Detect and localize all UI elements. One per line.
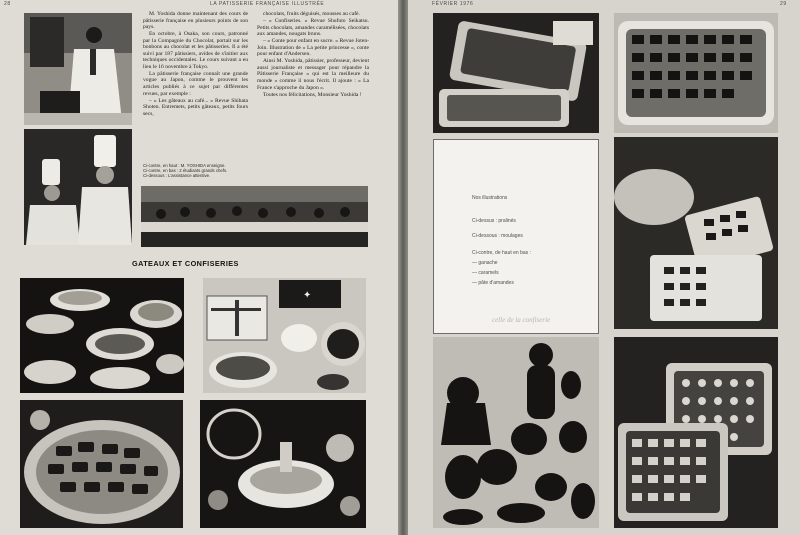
photo-boxed-sweets bbox=[203, 278, 366, 393]
article-paragraph: En octobre, à Osaka, son cours, patronné par la Compagnie du Chocolat, portait sur les bonbons au chocolat et les pâtisseries. Il a été suivi par 187 pâtissiers, avides de s'initier aux techniques occidentales. Le cours suivant a eu lieu le 16 novembre à Tokyo. bbox=[143, 31, 248, 70]
article-paragraph: – « Les gâteaux au café... » Revue Shibata Shoten. Entremets, petits gâteaux, petits fours secs, bbox=[143, 97, 248, 117]
book-gutter bbox=[398, 0, 408, 535]
photo-chocolate-moulds bbox=[433, 337, 599, 528]
section-title: GATEAUX ET CONFISERIES bbox=[132, 259, 239, 268]
article-paragraph: Ainsi M. Yoshida, pâtissier, professeur, devient aussi journaliste et messager pour répandre la Pâtisserie Française « qui est la meilleure du monde » comme il nous l'écrit. Il ajoute : « La France s'approche du Japon ». bbox=[257, 58, 369, 91]
illustrations-card bbox=[433, 139, 599, 334]
right-running-header: FÉVRIER 1976 bbox=[432, 1, 474, 7]
card-list-item: — ganache bbox=[472, 260, 498, 266]
caption-line: Ci-contre, en bas : 2 étudiants grands chefs. bbox=[143, 168, 228, 174]
photo-chocolate-platter bbox=[20, 400, 183, 528]
left-running-header: LA PATISSERIE FRANÇAISE ILLUSTRÉE bbox=[210, 1, 325, 7]
article-column-1 bbox=[143, 11, 248, 118]
left-page-number: 28 bbox=[4, 1, 11, 7]
article-paragraph: M. Yoshida donne maintenant des cours de pâtisserie française en plusieurs points de son pays. bbox=[143, 11, 248, 31]
card-list-item: — caramels bbox=[472, 270, 499, 276]
photo-sugar-centerpiece bbox=[200, 400, 366, 528]
article-paragraph: chocolats, fruits déguisés, mousses au café. bbox=[263, 11, 360, 17]
card-list-item: — pâte d'amandes bbox=[472, 280, 514, 286]
card-line: Ci-dessous : moulages bbox=[472, 233, 523, 239]
photo-bonbons-tray bbox=[614, 13, 778, 133]
photo-yoshida-teaching bbox=[24, 13, 132, 125]
article-paragraph: – « Confiseries. » Revue Shufuto Seikatsu. Petits chocolats, amandes caramélisées, chocolats aux amandes, nougats bruns. bbox=[257, 18, 369, 38]
photo-marzipan-trays bbox=[614, 337, 778, 528]
right-page-number: 29 bbox=[780, 1, 787, 7]
article-column-2 bbox=[257, 11, 369, 99]
article-paragraph: – « Conte pour enfant en sucre. » Revue Joten-Join. Illustration de « La petite princesse », conte pour enfant d'Andersen. bbox=[257, 38, 369, 58]
card-line: Ci-contre, de haut en bas : bbox=[472, 250, 531, 256]
card-title: Nos illustrations bbox=[472, 195, 508, 201]
photo-pralines-trays bbox=[433, 13, 599, 133]
article-paragraph: Toutes nos félicitations, Monsieur Yoshida ! bbox=[263, 91, 362, 98]
photo-cakes-pastries bbox=[20, 278, 184, 393]
caption-line: Ci-dessous : L'assistance attentive. bbox=[143, 173, 211, 179]
svg-text:✦: ✦ bbox=[303, 290, 312, 301]
caption-line: Ci-contre, en haut : M. YOSHIDA enseigne. bbox=[143, 163, 226, 168]
card-watermark: celle de la confiserie bbox=[492, 316, 551, 324]
left-page bbox=[0, 0, 398, 535]
photo-audience bbox=[141, 186, 368, 247]
article-paragraph: La pâtisserie française connaît une grande vogue au Japon, comme le prouvent les articles publiés à ce sujet par différentes revues, par exemple : bbox=[143, 70, 248, 97]
photo-ganache-display bbox=[614, 137, 778, 329]
card-line: Ci-dessus : pralinés bbox=[472, 218, 516, 224]
photo-caption bbox=[143, 163, 269, 178]
photo-two-students bbox=[24, 129, 132, 245]
